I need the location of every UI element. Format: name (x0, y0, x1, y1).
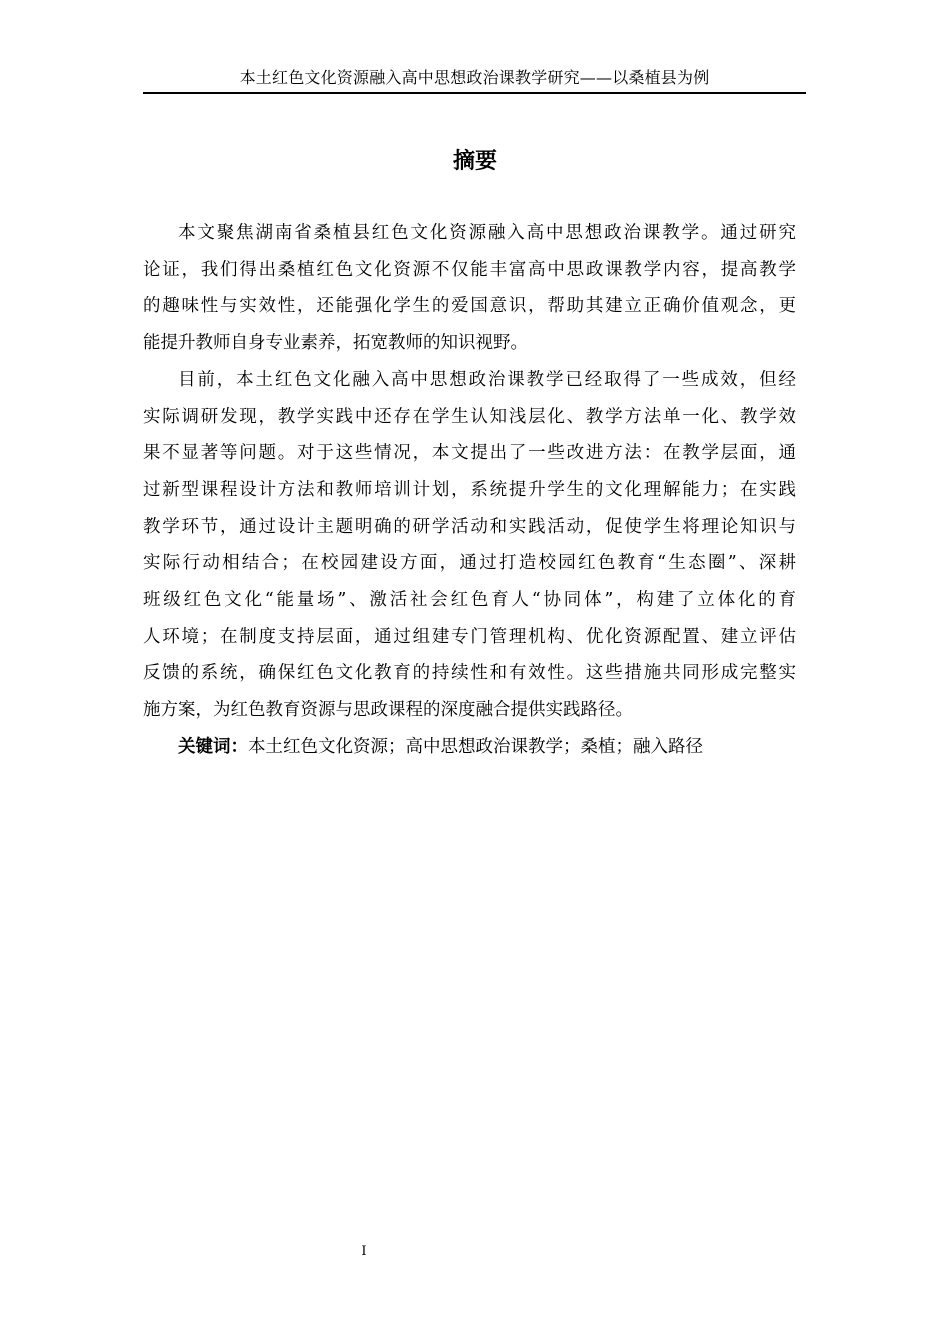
keywords-text: 本土红色文化资源；高中思想政治课教学；桑植；融入路径 (248, 736, 703, 757)
running-header: 本土红色文化资源融入高中思想政治课教学研究——以桑植县为例 (143, 66, 806, 94)
text-line: 过新型课程设计方法和教师培训计划，系统提升学生的文化理解能力；在实践 (143, 479, 796, 500)
text-line: 实际行动相结合；在校园建设方面，通过打造校园红色教育“生态圈”、深耕 (143, 553, 796, 574)
text-line: 教学环节，通过设计主题明确的研学活动和实践活动，促使学生将理论知识与 (143, 516, 796, 537)
abstract-title: 摘要 (452, 149, 497, 174)
text-line: 本文聚焦湖南省桑植县红色文化资源融入高中思想政治课教学。通过研究 (178, 223, 796, 243)
text-line: 论证，我们得出桑植红色文化资源不仅能丰富高中思政课教学内容，提高教学 (143, 259, 796, 280)
keywords (143, 729, 796, 766)
text-line: 班级红色文化“能量场”、激活社会红色育人“协同体”，构建了立体化的育 (143, 590, 796, 611)
keywords-label: 关键词： (178, 736, 248, 757)
text-line: 果不显著等问题。对于这些情况，本文提出了一些改进方法：在教学层面，通 (143, 443, 796, 464)
abstract-body (143, 215, 796, 766)
text-line: 反馈的系统，确保红色文化教育的持续性和有效性。这些措施共同形成完整实 (143, 663, 796, 684)
text-line: 的趣味性与实效性，还能强化学生的爱国意识，帮助其建立正确价值观念，更 (143, 296, 796, 317)
page-number: I (361, 1244, 367, 1259)
text-line: 人环境；在制度支持层面，通过组建专门管理机构、优化资源配置、建立评估 (143, 626, 796, 647)
text-line: 实际调研发现，教学实践中还存在学生认知浅层化、教学方法单一化、教学效 (143, 406, 796, 427)
abstract-paragraph-2 (143, 362, 796, 729)
text-line: 施方案，为红色教育资源与思政课程的深度融合提供实践路径。 (143, 700, 633, 721)
text-line: 目前，本土红色文化融入高中思想政治课教学已经取得了一些成效，但经 (178, 369, 796, 390)
abstract-paragraph-1 (143, 215, 796, 362)
text-line: 能提升教师自身专业素养，拓宽教师的知识视野。 (143, 333, 528, 354)
